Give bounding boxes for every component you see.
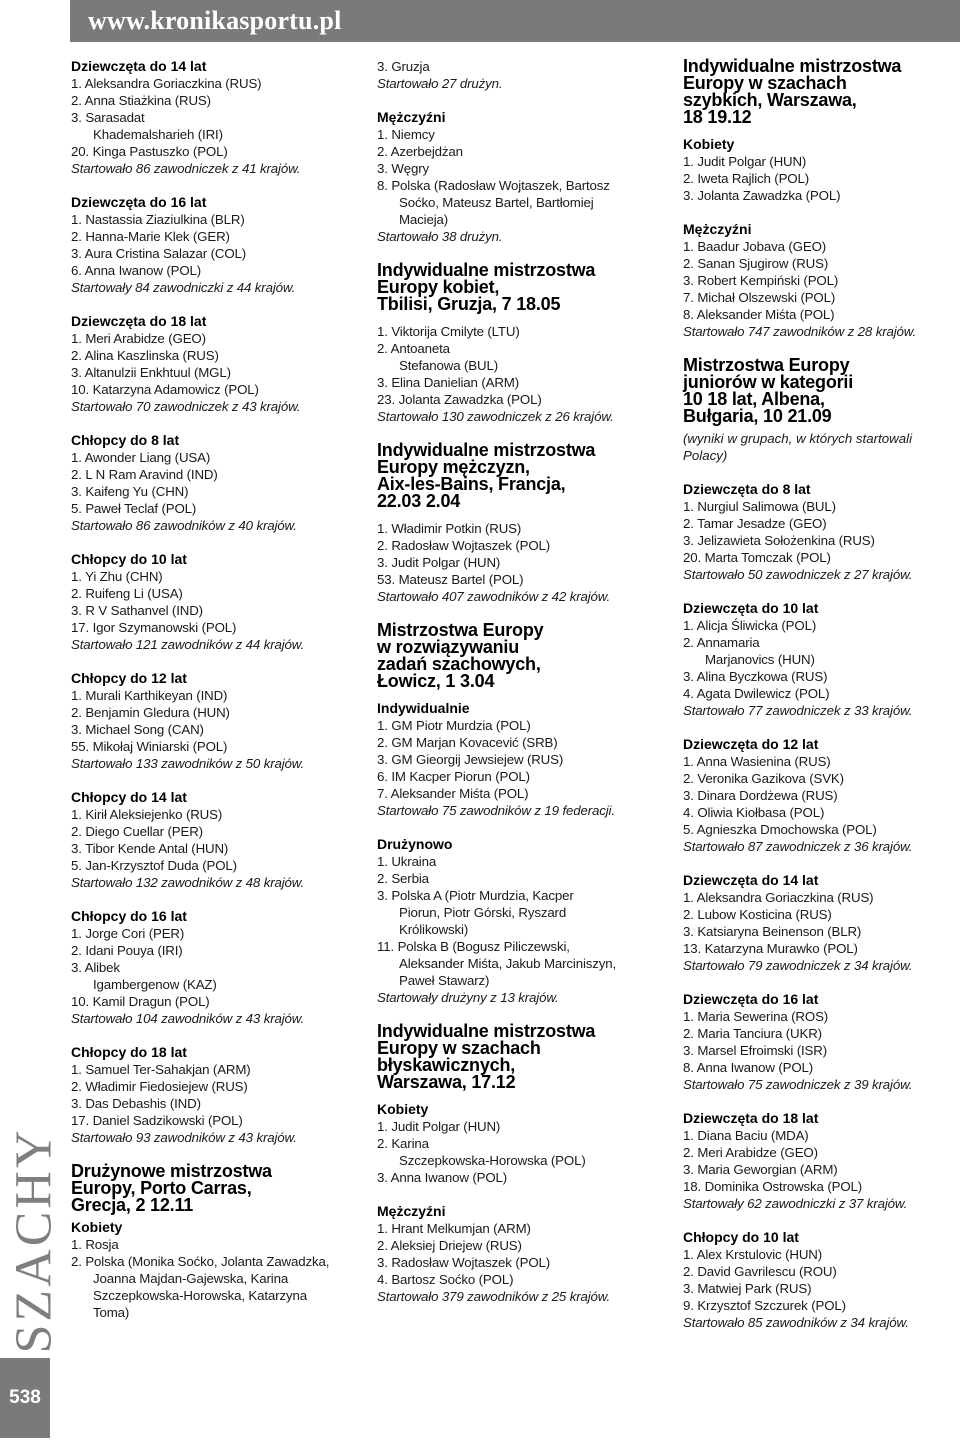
results-boys-8: [71, 432, 356, 534]
column-1: [71, 58, 356, 1338]
site-url: www.kronikasportu.pl: [88, 6, 342, 35]
result-line: 3. Alibek: [71, 960, 120, 975]
result-line: 13. Katarzyna Murawko (POL): [683, 941, 858, 956]
result-line: 2. Maria Tanciura (UKR): [683, 1026, 822, 1041]
result-line: 2. Antoaneta: [377, 341, 450, 356]
result-line: 23. Jolanta Zawadzka (POL): [377, 392, 542, 407]
result-line: 2. Benjamin Gledura (HUN): [71, 705, 230, 720]
header-bar: [70, 0, 960, 42]
result-line: 1. Awonder Liang (USA): [71, 450, 211, 465]
result-line: 1. Viktorija Cmilyte (LTU): [377, 324, 520, 339]
heading-line: Aix-les-Bains, Francja,: [377, 474, 566, 494]
results-boys-12: [71, 670, 356, 772]
results-girls-14-juniors: [683, 872, 955, 974]
column-2: [377, 58, 667, 1322]
participants-note: Startowało 133 zawodników z 50 krajów.: [71, 756, 305, 771]
heading-line: Europy mężczyzn,: [377, 457, 530, 477]
result-line: 1. Baadur Jobava (GEO): [683, 239, 827, 254]
result-line: 3. Dinara Dordżewa (RUS): [683, 788, 838, 803]
result-line: 2. Polska (Monika Soćko, Jolanta Zawadzka,: [71, 1254, 330, 1269]
category-heading: Chłopcy do 8 lat: [71, 432, 180, 448]
result-line: 1. Niemcy: [377, 127, 435, 142]
event-heading: [71, 1163, 356, 1214]
junior-note: Polacy): [683, 448, 728, 463]
result-line: 7. Aleksander Miśta (POL): [377, 786, 529, 801]
heading-line: Indywidualne mistrzostwa: [377, 440, 596, 460]
category-heading: Chłopcy do 10 lat: [683, 1229, 799, 1245]
subheading: Drużynowo: [377, 836, 453, 852]
result-line: 3. Robert Kempiński (POL): [683, 273, 839, 288]
participants-note: Startowało 77 zawodniczek z 33 krajów.: [683, 703, 913, 718]
result-line: 2. Tamar Jesadze (GEO): [683, 516, 827, 531]
team-championship: [71, 1163, 356, 1321]
result-line: Szczepkowska-Horowska (POL): [399, 1153, 586, 1168]
result-line: 2. GM Marjan Kovacević (SRB): [377, 735, 558, 750]
heading-line: Indywidualne mistrzostwa: [683, 56, 902, 76]
event-heading: [377, 262, 667, 313]
category-heading: Dziewczęta do 14 lat: [71, 58, 207, 74]
result-line: 2. Iweta Rajlich (POL): [683, 171, 810, 186]
result-line: 2. Serbia: [377, 871, 429, 886]
result-line: Igambergenow (KAZ): [93, 977, 217, 992]
heading-line: szybkich, Warszawa,: [683, 90, 857, 110]
result-line: 3. Katsiaryna Beinenson (BLR): [683, 924, 862, 939]
subheading: Indywidualnie: [377, 700, 470, 716]
subheading: Mężczyźni: [683, 221, 752, 237]
result-line: 3. Gruzja: [377, 59, 430, 74]
heading-line: Europy, Porto Carras,: [71, 1178, 252, 1198]
results-girls-16-juniors: [683, 991, 955, 1093]
result-line: 1. Alex Krstulovic (HUN): [683, 1247, 823, 1262]
result-line: 2. Władimir Fiedosiejew (RUS): [71, 1079, 248, 1094]
results-girls-8: [683, 481, 955, 583]
participants-note: Startowało 70 zawodniczek z 43 krajów.: [71, 399, 301, 414]
heading-line: Warszawa, 17.12: [377, 1072, 516, 1092]
result-line: 53. Mateusz Bartel (POL): [377, 572, 524, 587]
result-line: 8. Aleksander Miśta (POL): [683, 307, 835, 322]
result-line: 1. Jorge Cori (PER): [71, 926, 185, 941]
result-line: 4. Agata Dwilewicz (POL): [683, 686, 830, 701]
result-line: 2. Anna Stiażkina (RUS): [71, 93, 211, 108]
results-girls-18: [71, 313, 356, 415]
heading-line: Europy w szachach: [683, 73, 847, 93]
event-heading: [377, 1023, 667, 1091]
result-line: 2. David Gavrilescu (ROU): [683, 1264, 837, 1279]
result-line: 3. Jelizawieta Sołożenkina (RUS): [683, 533, 875, 548]
heading-line: Mistrzostwa Europy: [377, 620, 544, 640]
result-line: 2. Sanan Sjugirow (RUS): [683, 256, 829, 271]
results-girls-14: [71, 58, 356, 177]
result-line: 3. Elina Danielian (ARM): [377, 375, 519, 390]
participants-note: Startowało 132 zawodników z 48 krajów.: [71, 875, 305, 890]
event-heading: [683, 58, 955, 126]
result-line: 2. Idani Pouya (IRI): [71, 943, 183, 958]
heading-line: Bułgaria, 10 21.09: [683, 406, 832, 426]
junior-note: (wyniki w grupach, w których startowali: [683, 431, 913, 446]
heading-line: zadań szachowych,: [377, 654, 541, 674]
result-line: 17. Daniel Sadzikowski (POL): [71, 1113, 243, 1128]
participants-note: Startowało 50 zawodniczek z 27 krajów.: [683, 567, 913, 582]
result-line: 3. Sarasadat: [71, 110, 145, 125]
results-boys-16: [71, 908, 356, 1027]
heading-line: Indywidualne mistrzostwa: [377, 1021, 596, 1041]
participants-note: Startowało 87 zawodniczek z 36 krajów.: [683, 839, 913, 854]
column-3: [683, 58, 955, 1348]
result-line: 18. Dominika Ostrowska (POL): [683, 1179, 863, 1194]
heading-line: Łowicz, 1 3.04: [377, 671, 495, 691]
category-heading: Chłopcy do 14 lat: [71, 789, 187, 805]
result-line: 2. Diego Cuellar (PER): [71, 824, 203, 839]
subheading: Kobiety: [377, 1101, 429, 1117]
result-line: Królikowski): [399, 922, 469, 937]
result-line: Szczepkowska-Horowska, Katarzyna: [93, 1288, 307, 1303]
result-line: 3. Alina Byczkowa (RUS): [683, 669, 828, 684]
result-line: 20. Marta Tomczak (POL): [683, 550, 831, 565]
heading-line: Drużynowe mistrzostwa: [71, 1161, 272, 1181]
result-line: Khademalsharieh (IRI): [93, 127, 223, 142]
category-heading: Dziewczęta do 16 lat: [683, 991, 819, 1007]
event-heading: [377, 622, 667, 690]
participants-note: Startowało 93 zawodników z 43 krajów.: [71, 1130, 297, 1145]
result-line: Paweł Stawarz): [399, 973, 490, 988]
page-number: 538: [0, 1358, 50, 1438]
result-line: 6. Anna Iwanow (POL): [71, 263, 202, 278]
result-line: 3. Matwiej Park (RUS): [683, 1281, 812, 1296]
result-line: 2. Lubow Kosticina (RUS): [683, 907, 832, 922]
result-line: 3. Radosław Wojtaszek (POL): [377, 1255, 551, 1270]
heading-line: Europy kobiet,: [377, 277, 500, 297]
result-line: 3. Polska A (Piotr Murdzia, Kacper: [377, 888, 574, 903]
heading-line: Indywidualne mistrzostwa: [377, 260, 596, 280]
junior-championship: [683, 357, 955, 464]
participants-note: Startowało 104 zawodników z 43 krajów.: [71, 1011, 305, 1026]
participants-note: Startowały 62 zawodniczki z 37 krajów.: [683, 1196, 908, 1211]
result-line: 3. Kaifeng Yu (CHN): [71, 484, 189, 499]
result-line: 4. Bartosz Soćko (POL): [377, 1272, 514, 1287]
result-line: 2. Alina Kaszlinska (RUS): [71, 348, 219, 363]
heading-line: Tbilisi, Gruzja, 7 18.05: [377, 294, 561, 314]
heading-line: błyskawicznych,: [377, 1055, 516, 1075]
result-line: 10. Katarzyna Adamowicz (POL): [71, 382, 259, 397]
result-line: 3. Węgry: [377, 161, 430, 176]
result-line: 20. Kinga Pastuszko (POL): [71, 144, 228, 159]
result-line: 2. Annamaria: [683, 635, 760, 650]
result-line: Macieja): [399, 212, 449, 227]
result-line: 3. Maria Geworgian (ARM): [683, 1162, 838, 1177]
result-line: 3. Das Debashis (IND): [71, 1096, 201, 1111]
result-line: 1. Alicja Śliwicka (POL): [683, 618, 817, 633]
result-line: 3. Anna Iwanow (POL): [377, 1170, 508, 1185]
section-title-vertical: [5, 1126, 63, 1354]
result-line: 2. Veronika Gazikova (SVK): [683, 771, 844, 786]
results-girls-18-juniors: [683, 1110, 955, 1212]
result-line: 10. Kamil Dragun (POL): [71, 994, 210, 1009]
result-line: 1. Aleksandra Goriaczkina (RUS): [71, 76, 262, 91]
result-line: 4. Oliwia Kiołbasa (POL): [683, 805, 825, 820]
result-line: 5. Agnieszka Dmochowska (POL): [683, 822, 877, 837]
result-line: 3. Marsel Efroimski (ISR): [683, 1043, 828, 1058]
heading-line: Grecja, 2 12.11: [71, 1195, 194, 1215]
subheading: Mężczyźni: [377, 1203, 446, 1219]
participants-note: Startowało 747 zawodników z 28 krajów.: [683, 324, 917, 339]
result-line: 1. Nastassia Ziaziulkina (BLR): [71, 212, 245, 227]
results-boys-14: [71, 789, 356, 891]
result-line: 1. Kirił Aleksiejenko (RUS): [71, 807, 223, 822]
result-line: 2. Karina: [377, 1136, 429, 1151]
heading-line: 10 18 lat, Albena,: [683, 389, 825, 409]
heading-line: 22.03 2.04: [377, 491, 461, 511]
results-girls-12: [683, 736, 955, 855]
result-line: 1. GM Piotr Murdzia (POL): [377, 718, 531, 733]
blitz-championship: [377, 1023, 667, 1305]
category-heading: Dziewczęta do 8 lat: [683, 481, 811, 497]
result-line: 3. GM Gieorgij Jewsiejew (RUS): [377, 752, 564, 767]
result-line: 2. Hanna-Marie Klek (GER): [71, 229, 230, 244]
participants-note: Startowało 379 zawodników z 25 krajów.: [377, 1289, 611, 1304]
result-line: Marjanovics (HUN): [705, 652, 815, 667]
subheading: Kobiety: [683, 136, 735, 152]
result-line: 1. Judit Polgar (HUN): [683, 154, 807, 169]
section-title-text: SZACHY: [5, 1126, 63, 1354]
category-heading: Dziewczęta do 10 lat: [683, 600, 819, 616]
problem-solving: [377, 622, 667, 1006]
result-line: 7. Michał Olszewski (POL): [683, 290, 836, 305]
participants-note: Startowało 38 drużyn.: [377, 229, 503, 244]
participants-note: Startowało 407 zawodników z 42 krajów.: [377, 589, 611, 604]
results-girls-10: [683, 600, 955, 719]
rapid-championship: [683, 58, 955, 340]
heading-line: juniorów w kategorii: [683, 372, 854, 392]
result-line: 6. IM Kacper Piorun (POL): [377, 769, 530, 784]
result-line: 3. Judit Polgar (HUN): [377, 555, 501, 570]
result-line: 3. Tibor Kende Antal (HUN): [71, 841, 229, 856]
result-line: 1. Yi Zhu (CHN): [71, 569, 163, 584]
participants-note: Startowało 86 zawodników z 40 krajów.: [71, 518, 297, 533]
participants-note: Startowało 27 drużyn.: [377, 76, 503, 91]
participants-note: Startowało 79 zawodniczek z 34 krajów.: [683, 958, 913, 973]
result-line: 8. Polska (Radosław Wojtaszek, Bartosz: [377, 178, 610, 193]
participants-note: Startowało 121 zawodników z 44 krajów.: [71, 637, 305, 652]
result-line: Soćko, Mateusz Bartel, Bartłomiej: [399, 195, 594, 210]
result-line: 55. Mikołaj Winiarski (POL): [71, 739, 228, 754]
heading-line: Europy w szachach: [377, 1038, 541, 1058]
womens-individual: [377, 262, 667, 425]
result-line: Stefanowa (BUL): [399, 358, 499, 373]
result-line: 5. Paweł Teclaf (POL): [71, 501, 197, 516]
category-heading: Chłopcy do 12 lat: [71, 670, 187, 686]
category-heading: Dziewczęta do 14 lat: [683, 872, 819, 888]
participants-note: Startowało 86 zawodniczek z 41 krajów.: [71, 161, 301, 176]
result-line: 8. Anna Iwanow (POL): [683, 1060, 814, 1075]
subheading: Kobiety: [71, 1219, 123, 1235]
result-line: 3. R V Sathanvel (IND): [71, 603, 203, 618]
result-line: 1. Ukraina: [377, 854, 437, 869]
category-heading: Dziewczęta do 12 lat: [683, 736, 819, 752]
category-heading: Dziewczęta do 18 lat: [683, 1110, 819, 1126]
result-line: 1. Rosja: [71, 1237, 119, 1252]
result-line: 2. Meri Arabidze (GEO): [683, 1145, 818, 1160]
result-line: 1. Maria Sewerina (ROS): [683, 1009, 829, 1024]
result-line: 1. Meri Arabidze (GEO): [71, 331, 206, 346]
participants-note: Startowało 85 zawodników z 34 krajów.: [683, 1315, 909, 1330]
result-line: Toma): [93, 1305, 130, 1320]
results-boys-10-juniors: [683, 1229, 955, 1331]
result-line: 2. Ruifeng Li (USA): [71, 586, 183, 601]
result-line: 1. Władimir Potkin (RUS): [377, 521, 522, 536]
result-line: 3. Aura Cristina Salazar (COL): [71, 246, 247, 261]
participants-note: Startowały drużyny z 13 krajów.: [377, 990, 559, 1005]
participants-note: Startowały 84 zawodniczki z 44 krajów.: [71, 280, 296, 295]
result-line: 9. Krzysztof Szczurek (POL): [683, 1298, 846, 1313]
participants-note: Startowało 75 zawodniczek z 39 krajów.: [683, 1077, 913, 1092]
category-heading: Dziewczęta do 16 lat: [71, 194, 207, 210]
team-championship-continued: [377, 58, 667, 245]
results-boys-10: [71, 551, 356, 653]
result-line: 1. Samuel Ter-Sahakjan (ARM): [71, 1062, 251, 1077]
result-line: 1. Nurgiul Salimowa (BUL): [683, 499, 836, 514]
result-line: 11. Polska B (Bogusz Piliczewski,: [377, 939, 570, 954]
category-heading: Chłopcy do 16 lat: [71, 908, 187, 924]
result-line: Aleksander Miśta, Jakub Marciniszyn,: [399, 956, 617, 971]
result-line: 1. Murali Karthikeyan (IND): [71, 688, 228, 703]
event-heading: [377, 442, 667, 510]
results-boys-18: [71, 1044, 356, 1146]
result-line: 1. Aleksandra Goriaczkina (RUS): [683, 890, 874, 905]
result-line: 2. Radosław Wojtaszek (POL): [377, 538, 551, 553]
heading-line: 18 19.12: [683, 107, 752, 127]
results-girls-16: [71, 194, 356, 296]
result-line: 2. L N Ram Aravind (IND): [71, 467, 218, 482]
participants-note: Startowało 75 zawodników z 19 federacji.: [377, 803, 615, 818]
result-line: 3. Jolanta Zawadzka (POL): [683, 188, 841, 203]
result-line: 1. Judit Polgar (HUN): [377, 1119, 501, 1134]
result-line: 1. Diana Baciu (MDA): [683, 1128, 809, 1143]
result-line: 17. Igor Szymanowski (POL): [71, 620, 237, 635]
heading-line: w rozwiązywaniu: [377, 637, 520, 657]
category-heading: Dziewczęta do 18 lat: [71, 313, 207, 329]
participants-note: Startowało 130 zawodniczek z 26 krajów.: [377, 409, 614, 424]
result-line: Joanna Majdan-Gajewska, Karina: [93, 1271, 289, 1286]
subheading: Mężczyźni: [377, 109, 446, 125]
result-line: 5. Jan-Krzysztof Duda (POL): [71, 858, 237, 873]
result-line: 3. Michael Song (CAN): [71, 722, 204, 737]
result-line: 1. Hrant Melkumjan (ARM): [377, 1221, 531, 1236]
heading-line: Mistrzostwa Europy: [683, 355, 850, 375]
result-line: 2. Azerbejdżan: [377, 144, 463, 159]
mens-individual: [377, 442, 667, 605]
category-heading: Chłopcy do 10 lat: [71, 551, 187, 567]
result-line: 1. Anna Wasienina (RUS): [683, 754, 831, 769]
event-heading: [683, 357, 955, 425]
result-line: 3. Altanulzii Enkhtuul (MGL): [71, 365, 231, 380]
result-line: 2. Aleksiej Driejew (RUS): [377, 1238, 522, 1253]
result-line: Piorun, Piotr Górski, Ryszard: [399, 905, 567, 920]
category-heading: Chłopcy do 18 lat: [71, 1044, 187, 1060]
